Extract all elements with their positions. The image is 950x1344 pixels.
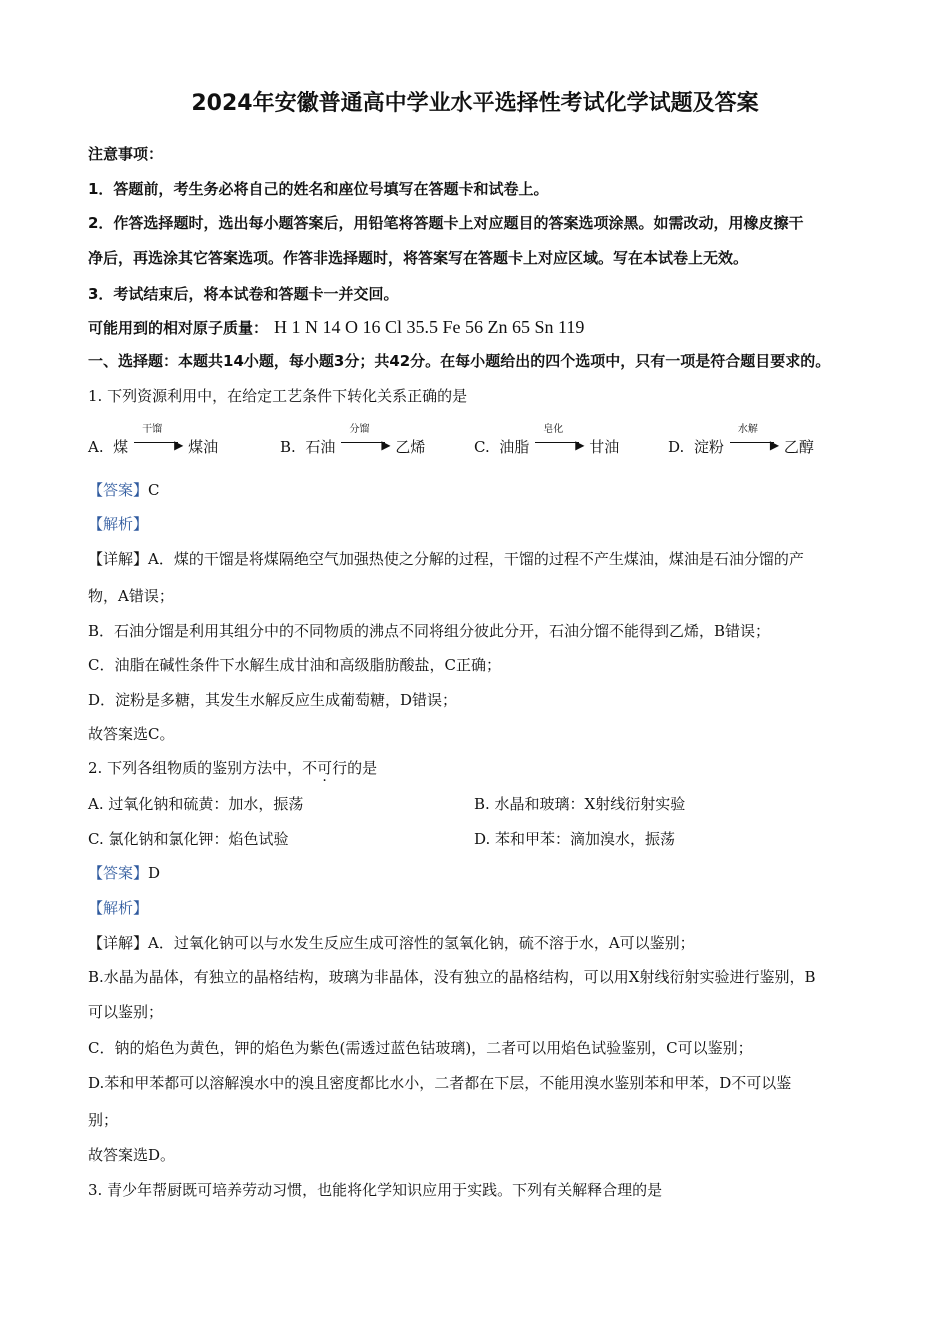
answer-value: C [148, 481, 160, 499]
question-2-answer [88, 863, 160, 883]
notice-heading: 注意事项： [88, 145, 164, 163]
option-label: D. [668, 438, 685, 456]
option-reactant: 油脂 [499, 438, 530, 456]
reaction-arrow: 皂化 ▶ [533, 432, 585, 452]
notice-item: 3．考试结束后，将本试卷和答题卡一并交回。 [88, 285, 399, 303]
question-1-analysis-tag: 【解析】 [88, 515, 149, 533]
question-1-option-c [474, 424, 620, 457]
arrow-condition: 皂化 [543, 424, 564, 435]
question-1-stem: 1. 下列资源利用中，在给定工艺条件下转化关系正确的是 [88, 387, 468, 405]
page-title: 2024年安徽普通高中学业水平选择性考试化学试题及答案 [191, 91, 759, 116]
answer-tag: 【答案】 [88, 481, 149, 499]
question-1-detail-line: 物，A错误； [88, 587, 174, 605]
notice-item: 1．答题前，考生务必将自己的姓名和座位号填写在答题卡和试卷上。 [88, 180, 549, 198]
question-2-option-c: C. 氯化钠和氯化钾：焰色试验 [88, 830, 289, 848]
question-1-option-a [88, 424, 219, 457]
option-product: 甘油 [589, 438, 620, 456]
stem-text: 2. 下列各组物质的鉴别方法中， [88, 759, 303, 777]
answer-tag: 【答案】 [88, 864, 149, 882]
option-product: 煤油 [188, 438, 219, 456]
option-reactant: 淀粉 [693, 438, 724, 456]
answer-value: D [148, 864, 161, 882]
question-3-stem: 3. 青少年帮厨既可培养劳动习惯，也能将化学知识应用于实践。下列有关解释合理的是 [88, 1181, 663, 1199]
question-2-detail-line: 别； [88, 1111, 119, 1129]
stem-emphasis: 不可行 [302, 759, 348, 777]
arrow-condition: 分馏 [349, 424, 370, 435]
question-2-detail-line: C．钠的焰色为黄色，钾的焰色为紫色(需透过蓝色钴玻璃)，二者可以用焰色试验鉴别，C可以鉴别； [88, 1039, 753, 1057]
option-product: 乙醇 [783, 438, 814, 456]
atomic-masses-label: 可能用到的相对原子质量： [88, 319, 269, 337]
question-2-detail-line: 故答案选D。 [88, 1146, 176, 1164]
question-1-detail-line: C．油脂在碱性条件下水解生成甘油和高级脂肪酸盐，C正确； [88, 656, 501, 674]
question-2-detail-line: D.苯和甲苯都可以溶解溴水中的溴且密度都比水小，二者都在下层，不能用溴水鉴别苯和甲苯，D不可以鉴 [88, 1074, 792, 1092]
option-label: C. [474, 438, 490, 456]
stem-text: 的是 [347, 759, 378, 777]
question-2-option-a: A. 过氧化钠和硫黄：加水，振荡 [88, 795, 304, 813]
atomic-masses-line [88, 317, 584, 338]
question-2-option-d: D. 苯和甲苯：滴加溴水，振荡 [474, 830, 676, 848]
question-2-stem [88, 758, 377, 778]
question-2-analysis-tag: 【解析】 [88, 899, 149, 917]
question-2-detail-line: 【详解】A．过氧化钠可以与水发生反应生成可溶性的氢氧化钠，硫不溶于水，A可以鉴别； [88, 934, 695, 952]
arrow-condition: 干馏 [142, 424, 163, 435]
question-2-option-b: B. 水晶和玻璃：X射线衍射实验 [474, 795, 686, 813]
section-heading: 一、选择题：本题共14小题，每小题3分；共42分。在每小题给出的四个选项中，只有一项是符合题目要求的。 [88, 352, 831, 370]
option-product: 乙烯 [395, 438, 426, 456]
question-1-detail-line: B．石油分馏是利用其组分中的不同物质的沸点不同将组分彼此分开，石油分馏不能得到乙烯，B错误； [88, 622, 771, 640]
notice-item: 净后，再选涂其它答案选项。作答非选择题时，将答案写在答题卡上对应区域。写在本试卷上无效。 [88, 249, 749, 267]
atomic-masses-values: H 1 N 14 O 16 Cl 35.5 Fe 56 Zn 65 Sn 119 [274, 317, 585, 337]
question-1-detail-line: 故答案选C。 [88, 725, 175, 743]
question-1-option-d [668, 424, 814, 457]
question-2-detail-line: B.水晶为晶体，有独立的晶格结构，玻璃为非晶体，没有独立的晶格结构，可以用X射线衍射实验进行鉴别，B [88, 968, 816, 986]
notice-item: 2．作答选择题时，选出每小题答案后，用铅笔将答题卡上对应题目的答案选项涂黑。如需改动，用橡皮擦干 [88, 214, 804, 232]
option-reactant: 煤 [113, 438, 129, 456]
question-1-option-b [280, 424, 426, 457]
question-1-detail-line: D．淀粉是多糖，其发生水解反应生成葡萄糖，D错误； [88, 691, 458, 709]
question-1-detail-line: 【详解】A．煤的干馏是将煤隔绝空气加强热使之分解的过程，干馏的过程不产生煤油，煤油是石油分馏的产 [88, 550, 804, 568]
reaction-arrow: 水解 ▶ [728, 432, 780, 452]
arrow-condition: 水解 [737, 424, 758, 435]
option-label: A. [88, 438, 104, 456]
reaction-arrow: 分馏 ▶ [339, 432, 391, 452]
question-1-answer [88, 480, 160, 500]
option-reactant: 石油 [305, 438, 336, 456]
option-label: B. [280, 438, 296, 456]
reaction-arrow: 干馏 ▶ [132, 432, 184, 452]
question-2-detail-line: 可以鉴别； [88, 1003, 164, 1021]
